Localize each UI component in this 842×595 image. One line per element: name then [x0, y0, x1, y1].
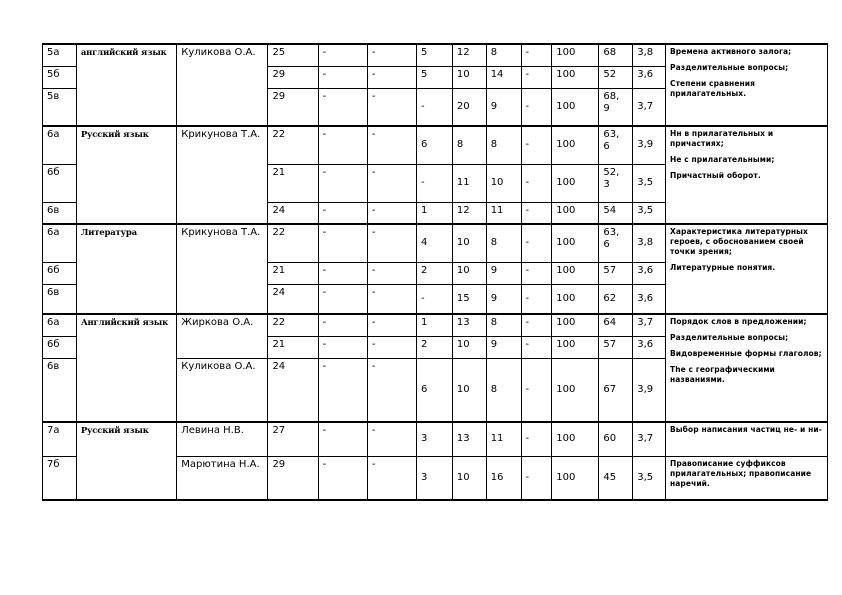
- value-cell: 1: [417, 202, 453, 224]
- students-cell: 22: [268, 126, 318, 164]
- value-cell: 1: [417, 314, 453, 336]
- value-cell: 13: [452, 314, 486, 336]
- subject-cell: английский язык: [76, 44, 176, 126]
- teacher-cell: Жиркова О.А.: [177, 314, 268, 358]
- students-cell: 27: [268, 422, 318, 456]
- topic-line: Причастный оборот.: [669, 171, 761, 180]
- class-cell: 6в: [43, 358, 77, 422]
- value-cell: 3,9: [633, 358, 666, 422]
- value-cell: -: [521, 164, 552, 202]
- students-cell: 25: [268, 44, 318, 66]
- class-cell: 5в: [43, 88, 77, 126]
- value-cell: 68, 9: [599, 88, 633, 126]
- value-cell: -: [367, 126, 416, 164]
- topic-line: Литературные понятия.: [669, 263, 776, 272]
- value-cell: 3,7: [633, 422, 666, 456]
- value-cell: 100: [552, 314, 599, 336]
- value-cell: 63, 6: [599, 126, 633, 164]
- students-cell: 22: [268, 224, 318, 262]
- value-cell: -: [521, 44, 552, 66]
- value-cell: -: [367, 262, 416, 284]
- value-cell: 60: [599, 422, 633, 456]
- value-cell: 10: [452, 224, 486, 262]
- value-cell: -: [367, 164, 416, 202]
- students-cell: 24: [268, 202, 318, 224]
- value-cell: 9: [486, 262, 521, 284]
- value-cell: 100: [552, 456, 599, 500]
- value-cell: 6: [417, 126, 453, 164]
- value-cell: -: [367, 202, 416, 224]
- value-cell: 8: [486, 314, 521, 336]
- value-cell: -: [367, 224, 416, 262]
- value-cell: 5: [417, 44, 453, 66]
- value-cell: 63, 6: [599, 224, 633, 262]
- value-cell: 57: [599, 336, 633, 358]
- value-cell: 64: [599, 314, 633, 336]
- topic-line: Времена активного залога;: [669, 47, 792, 56]
- teacher-cell: Куликова О.А.: [177, 358, 268, 422]
- value-cell: 3,7: [633, 88, 666, 126]
- value-cell: 9: [486, 88, 521, 126]
- value-cell: -: [318, 126, 367, 164]
- topics-cell: [665, 456, 827, 500]
- value-cell: 45: [599, 456, 633, 500]
- value-cell: -: [521, 202, 552, 224]
- topic-line: Нн в прилагательных и причастиях;: [669, 129, 774, 148]
- value-cell: -: [367, 284, 416, 314]
- topic-line: Степени сравнения прилагательных.: [669, 79, 756, 98]
- subject-cell: Русский язык: [76, 126, 176, 224]
- class-cell: 6в: [43, 202, 77, 224]
- students-cell: 21: [268, 164, 318, 202]
- value-cell: 10: [452, 66, 486, 88]
- value-cell: 8: [486, 126, 521, 164]
- value-cell: 3,6: [633, 284, 666, 314]
- value-cell: 100: [552, 262, 599, 284]
- students-cell: 24: [268, 358, 318, 422]
- value-cell: -: [521, 262, 552, 284]
- table-row: [43, 422, 828, 456]
- topic-line: Характеристика литературных героев, с обоснованием своей точки зрения;: [669, 227, 808, 256]
- students-cell: 29: [268, 88, 318, 126]
- value-cell: 100: [552, 224, 599, 262]
- class-cell: 6б: [43, 164, 77, 202]
- value-cell: 12: [452, 44, 486, 66]
- value-cell: 20: [452, 88, 486, 126]
- class-cell: 6б: [43, 262, 77, 284]
- class-cell: 6а: [43, 314, 77, 336]
- value-cell: -: [318, 202, 367, 224]
- value-cell: -: [521, 336, 552, 358]
- value-cell: -: [521, 126, 552, 164]
- value-cell: 100: [552, 336, 599, 358]
- value-cell: 12: [452, 202, 486, 224]
- value-cell: -: [367, 336, 416, 358]
- value-cell: -: [521, 314, 552, 336]
- value-cell: -: [318, 336, 367, 358]
- topic-line: Порядок слов в предложении;: [669, 317, 807, 326]
- value-cell: 11: [452, 164, 486, 202]
- value-cell: -: [521, 224, 552, 262]
- value-cell: -: [367, 66, 416, 88]
- value-cell: -: [318, 88, 367, 126]
- value-cell: 3: [417, 422, 453, 456]
- value-cell: -: [318, 284, 367, 314]
- value-cell: 3,5: [633, 164, 666, 202]
- topics-cell: [665, 314, 827, 422]
- class-cell: 5б: [43, 66, 77, 88]
- value-cell: 8: [486, 358, 521, 422]
- value-cell: -: [318, 314, 367, 336]
- topics-cell: [665, 126, 827, 224]
- value-cell: 3,7: [633, 314, 666, 336]
- class-cell: 6в: [43, 284, 77, 314]
- value-cell: 3,8: [633, 44, 666, 66]
- students-cell: 29: [268, 66, 318, 88]
- value-cell: 100: [552, 44, 599, 66]
- table-row: [43, 224, 828, 262]
- topic-line: Разделительные вопросы;: [669, 63, 789, 72]
- value-cell: 3,5: [633, 202, 666, 224]
- value-cell: 68: [599, 44, 633, 66]
- value-cell: 9: [486, 284, 521, 314]
- subject-cell: Русский язык: [76, 422, 176, 500]
- class-cell: 7б: [43, 456, 77, 500]
- value-cell: -: [318, 224, 367, 262]
- value-cell: 13: [452, 422, 486, 456]
- value-cell: -: [367, 456, 416, 500]
- table-row: [43, 44, 828, 66]
- students-cell: 24: [268, 284, 318, 314]
- students-cell: 22: [268, 314, 318, 336]
- value-cell: 3,6: [633, 336, 666, 358]
- class-cell: 5а: [43, 44, 77, 66]
- value-cell: 52, 3: [599, 164, 633, 202]
- value-cell: -: [417, 164, 453, 202]
- value-cell: 100: [552, 88, 599, 126]
- value-cell: -: [521, 422, 552, 456]
- topic-line: Правописание суффиксов прилагательных; правописание наречий.: [669, 458, 812, 488]
- class-cell: 7а: [43, 422, 77, 456]
- value-cell: -: [318, 422, 367, 456]
- value-cell: 100: [552, 422, 599, 456]
- value-cell: -: [521, 358, 552, 422]
- value-cell: 10: [452, 262, 486, 284]
- value-cell: -: [367, 88, 416, 126]
- value-cell: 8: [452, 126, 486, 164]
- value-cell: -: [318, 262, 367, 284]
- value-cell: 3,6: [633, 66, 666, 88]
- topic-line: Не с прилагательными;: [669, 155, 775, 164]
- value-cell: 62: [599, 284, 633, 314]
- value-cell: 11: [486, 202, 521, 224]
- topic-line: Выбор написания частиц не- и ни-: [669, 425, 822, 434]
- results-table: [42, 43, 828, 501]
- value-cell: 15: [452, 284, 486, 314]
- value-cell: 52: [599, 66, 633, 88]
- value-cell: -: [521, 66, 552, 88]
- value-cell: 54: [599, 202, 633, 224]
- value-cell: 9: [486, 336, 521, 358]
- value-cell: 3,9: [633, 126, 666, 164]
- value-cell: -: [367, 44, 416, 66]
- value-cell: 100: [552, 284, 599, 314]
- subject-cell: Литература: [76, 224, 176, 314]
- value-cell: -: [367, 422, 416, 456]
- value-cell: 3,5: [633, 456, 666, 500]
- value-cell: -: [318, 358, 367, 422]
- topic-line: The с географическими названиями.: [669, 365, 775, 384]
- value-cell: 8: [486, 44, 521, 66]
- value-cell: 3,6: [633, 262, 666, 284]
- value-cell: 2: [417, 262, 453, 284]
- teacher-cell: Крикунова Т.А.: [177, 224, 268, 314]
- value-cell: -: [367, 314, 416, 336]
- value-cell: 10: [452, 336, 486, 358]
- value-cell: 3: [417, 456, 453, 500]
- value-cell: 5: [417, 66, 453, 88]
- students-cell: 21: [268, 336, 318, 358]
- value-cell: -: [521, 456, 552, 500]
- value-cell: 67: [599, 358, 633, 422]
- teacher-cell: Марютина Н.А.: [177, 456, 268, 500]
- teacher-cell: Крикунова Т.А.: [177, 126, 268, 224]
- value-cell: -: [417, 88, 453, 126]
- table-row: [43, 314, 828, 336]
- teacher-cell: Левина Н.В.: [177, 422, 268, 456]
- topic-line: Видовременные формы глаголов;: [669, 349, 822, 358]
- value-cell: 100: [552, 164, 599, 202]
- value-cell: 100: [552, 126, 599, 164]
- value-cell: 6: [417, 358, 453, 422]
- value-cell: -: [521, 88, 552, 126]
- value-cell: 4: [417, 224, 453, 262]
- value-cell: 16: [486, 456, 521, 500]
- value-cell: -: [417, 284, 453, 314]
- value-cell: -: [521, 284, 552, 314]
- value-cell: 10: [452, 358, 486, 422]
- subject-cell: Английский язык: [76, 314, 176, 422]
- value-cell: -: [318, 456, 367, 500]
- teacher-cell: Куликова О.А.: [177, 44, 268, 126]
- value-cell: 100: [552, 202, 599, 224]
- value-cell: 11: [486, 422, 521, 456]
- topics-cell: [665, 422, 827, 456]
- value-cell: 8: [486, 224, 521, 262]
- value-cell: 100: [552, 66, 599, 88]
- topic-line: Разделительные вопросы;: [669, 333, 789, 342]
- value-cell: 10: [486, 164, 521, 202]
- class-cell: 6б: [43, 336, 77, 358]
- value-cell: -: [318, 66, 367, 88]
- table-row: [43, 126, 828, 164]
- students-cell: 29: [268, 456, 318, 500]
- value-cell: -: [367, 358, 416, 422]
- value-cell: 100: [552, 358, 599, 422]
- topics-cell: [665, 224, 827, 314]
- value-cell: 14: [486, 66, 521, 88]
- students-cell: 21: [268, 262, 318, 284]
- topics-cell: [665, 44, 827, 126]
- value-cell: -: [318, 44, 367, 66]
- class-cell: 6а: [43, 126, 77, 164]
- value-cell: 10: [452, 456, 486, 500]
- value-cell: 2: [417, 336, 453, 358]
- value-cell: 57: [599, 262, 633, 284]
- value-cell: -: [318, 164, 367, 202]
- class-cell: 6а: [43, 224, 77, 262]
- value-cell: 3,8: [633, 224, 666, 262]
